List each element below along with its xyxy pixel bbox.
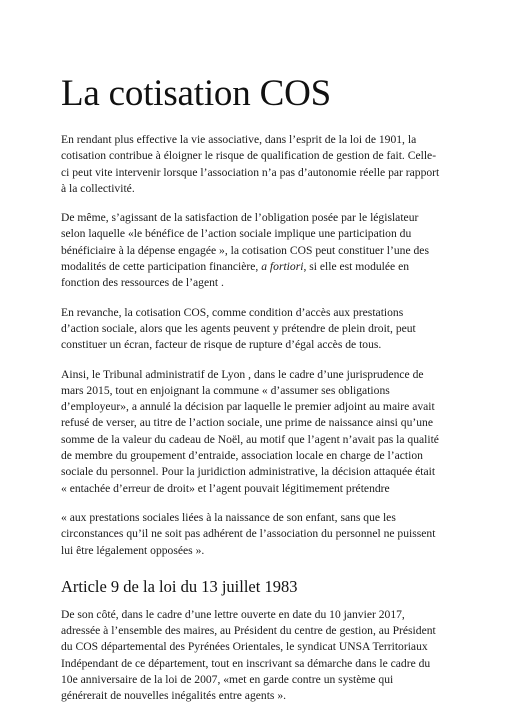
paragraph-2 — [61, 210, 440, 291]
paragraph-2-text-b: , si elle est modulée en fonction des ressources de l’agent . — [61, 260, 410, 290]
section-heading: Article 9 de la loi du 13 juillet 1983 — [61, 576, 298, 596]
page-title: La cotisation COS — [61, 73, 331, 114]
paragraph-3: En revanche, la cotisation COS, comme condition d’accès aux prestations d’action sociale, alors que les agents peuvent y prétendre de plein droit, peut constituer un écran, facteur de risque de rupture d’égal accès de tous. — [61, 305, 416, 352]
paragraph-4: Ainsi, le Tribunal administratif de Lyon , dans le cadre d’une jurisprudence de mars 2015, tout en enjoignant la commune « d’assumer ses obligations d’employeur», a annulé la décision par laquelle le premier adjoint au maire avait refusé de verser, au titre de l’action sociale, une prime de naissance ainsi qu’une somme de la valeur du cadeau de Noël, au motif que l’agent n’avait pas la qualité de membre du groupement d’entraide, association locale en charge de l’action sociale du personnel. Pour la juridiction administrative, la décision attaquée était « entachée d’erreur de droit» et l’agent pouvait légitimement prétendre — [61, 367, 439, 495]
paragraph-2-italic: a fortiori — [261, 260, 304, 274]
paragraph-5-quote: « aux prestations sociales liées à la naissance de son enfant, sans que les circonstances qu’il ne soit pas adhérent de l’association du personnel ne puissent lui être légalement opposées ». — [61, 510, 436, 557]
paragraph-1: En rendant plus effective la vie associative, dans l’esprit de la loi de 1901, la cotisation contribue à éloigner le risque de qualification de gestion de fait. Celle-ci peut vite intervenir lorsque l’association n’a pas d’autonomie réelle par rapport à la collectivité. — [61, 133, 440, 195]
paragraph-6: De son côté, dans le cadre d’une lettre ouverte en date du 10 janvier 2017, adressée à l’ensemble des maires, au Président du centre de gestion, au Président du COS départemental des Pyrénées Orientales, le syndicat UNSA Territoriaux Indépendant de ce département, tout en inscrivant sa démarche dans le cadre du 10e anniversaire de la loi de 2007, «met en garde contre un système qui générerait de nouvelles inégalités entre agents ». — [61, 607, 436, 703]
paragraph-2-text-a: De même, s’agissant de la satisfaction de l’obligation posée par le législateur selon laquelle «le bénéfice de l’action sociale implique une participation du bénéficiaire à la dépense engagée », la cotisation COS peut constituer l’une des modalités de cette participation financière, — [61, 211, 429, 274]
